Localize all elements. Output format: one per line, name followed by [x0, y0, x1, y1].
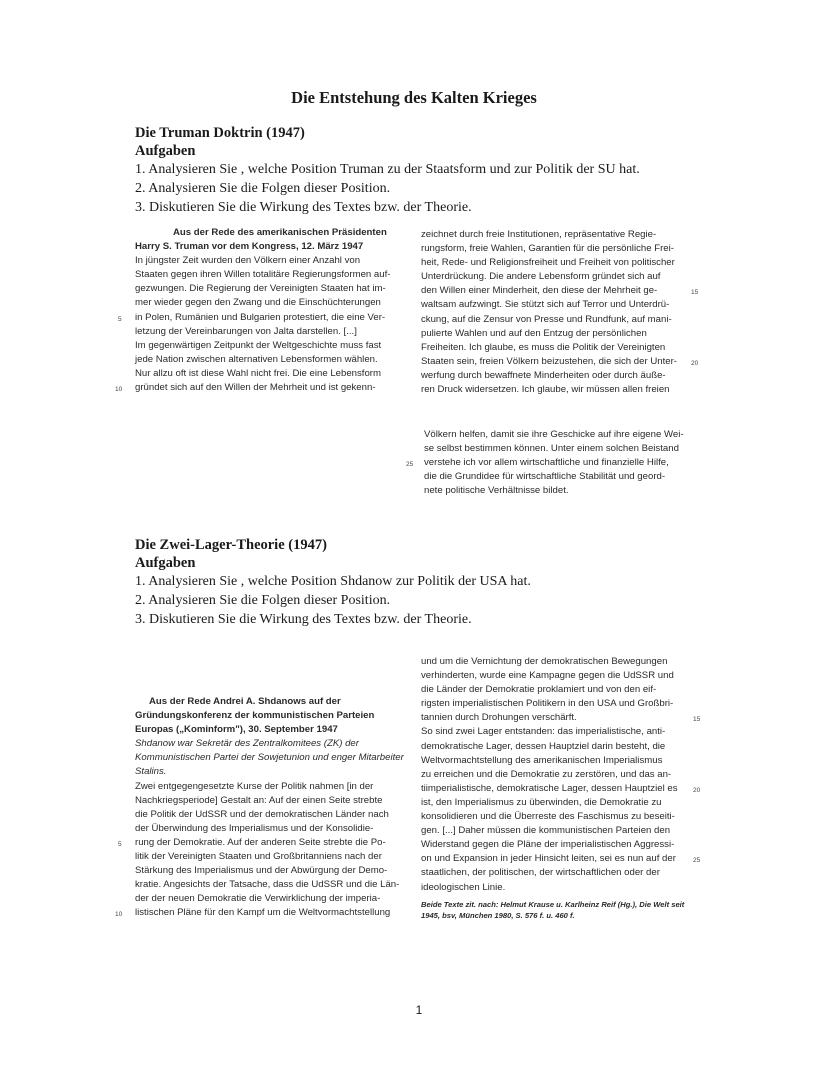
source-note: Shdanow war Sekretär des Zentralkomitees (ZK) der Kommunistischen Partei der Sowjetunion und enger Mitarbeiter Stalins. [135, 738, 404, 778]
shdanow-text-right [421, 655, 701, 921]
text-line: ckung, auf die Zensur von Presse und Rundfunk, auf mani- [421, 313, 672, 325]
text-line [115, 381, 407, 395]
text-line: Staaten gegen ihren Willen totalitäre Regierungsformen auf- [135, 269, 391, 281]
text-line: konsolidieren und die Überreste des Faschismus zu beseiti- [421, 811, 675, 823]
task-item: 2. Analysieren Sie die Folgen dieser Position. [135, 593, 391, 608]
text-line: Widerstand gegen die Pläne der imperialistischen Aggressi- [421, 839, 675, 851]
text-line: staatlichen, der politischen, der wirtschaftlichen oder der [421, 867, 660, 879]
text-line: die die Grundidee für wirtschaftliche Stabilität und geord- [424, 471, 666, 483]
text-line: Nur allzu oft ist diese Wahl nicht frei. Die eine Lebensform [135, 367, 381, 379]
tasks-heading: Aufgaben [135, 555, 196, 571]
text-line: verhinderten, wurde eine Kampagne gegen die UdSSR und [421, 670, 674, 682]
text-line: ren Druck widersetzen. Ich glaube, wir müssen allen freien [421, 384, 670, 396]
text-line: ist, den Imperialismus zu überwinden, die Demokratie zu [421, 796, 662, 808]
text-line-content: den Willen einer Minderheit, den diese der Mehrheit ge- [421, 285, 658, 297]
text-line: demokratische Lager, dessen Hauptziel darin besteht, die [421, 740, 666, 752]
section-title: Die Zwei-Lager-Theorie (1947) [135, 537, 327, 553]
text-line: die Länder der Demokratie proklamiert und von den eif- [421, 684, 657, 696]
text-line-content: tiimperialistische, demokratische Lager, dessen Hauptziel es [421, 782, 678, 794]
text-line: Unterdrückung. Die andere Lebensform gründet sich auf [421, 271, 661, 283]
line-number: 5 [118, 840, 122, 848]
line-number: 15 [691, 289, 699, 297]
task-item: 3. Diskutieren Sie die Wirkung des Textes bzw. der Theorie. [135, 200, 472, 215]
text-line: pulierte Wahlen und auf den Entzug der persönlichen [421, 327, 647, 339]
text-line: Zwei entgegengesetzte Kurse der Politik nahmen [in der [135, 780, 374, 792]
text-line: Freiheiten. Ich glaube, es muss die Politik der Vereinigten [421, 341, 666, 353]
line-number: 10 [115, 386, 123, 394]
section-truman-header [135, 124, 735, 217]
text-line: Weltvormachtstellung des amerikanischen Imperialismus [421, 754, 663, 766]
text-line [115, 906, 407, 920]
text-line-content: on und Expansion in jeder Hinsicht leiten, sei es nun auf der [421, 853, 676, 865]
text-line: heit, Rede- und Religionsfreiheit und Freiheit von politischer [421, 257, 675, 269]
text-line: die Politik der UdSSR und der demokratischen Länder nach [135, 808, 389, 820]
text-line: zu erreichen und die Demokratie zu zerstören, und das an- [421, 768, 672, 780]
source-heading: Aus der Rede des amerikanischen Präsidenten Harry S. Truman vor dem Kongress, 12. März 1947 [135, 227, 387, 253]
page-title: Die Entstehung des Kalten Krieges [291, 88, 537, 107]
text-line: rungsform, freie Wahlen, Garantien für die persönliche Frei- [421, 243, 674, 255]
source-heading: Aus der Rede Andrei A. Shdanows auf der Gründungskonferenz der kommunistischen Parteien Europas („Kominform"), 30. September 1947 [135, 696, 375, 736]
text-line-content: in Polen, Rumänien und Bulgarien protestiert, die eine Ver- [135, 311, 386, 323]
text-line [421, 782, 701, 796]
text-line-content: listischen Pläne für den Kampf um die Weltvormachtstellung [135, 907, 391, 919]
task-item: 1. Analysieren Sie , welche Position Truman zu der Staatsform und zur Politik der SU hat. [135, 162, 640, 177]
text-line: Im gegenwärtigen Zeitpunkt der Weltgeschichte muss fast [135, 339, 382, 351]
text-line: Stärkung des Imperialismus und der Abwürgung der Demo- [135, 865, 388, 877]
tasks-heading: Aufgaben [135, 143, 196, 159]
task-item: 2. Analysieren Sie die Folgen dieser Position. [135, 181, 391, 196]
truman-text-continuation [406, 428, 686, 498]
task-item: 1. Analysieren Sie , welche Position Shdanow zur Politik der USA hat. [135, 574, 531, 589]
line-number: 15 [693, 716, 701, 724]
text-line [421, 711, 701, 725]
page-number: 1 [415, 1003, 423, 1017]
text-line: litik der Vereinigten Staaten und Großbritanniens nach der [135, 851, 382, 863]
text-line: jede Nation zwischen alternativen Lebensformen wählen. [135, 353, 378, 365]
text-line: und um die Vernichtung der demokratischen Bewegungen [421, 656, 668, 667]
text-line-content: rung der Demokratie. Auf der anderen Seite strebte die Po- [135, 836, 386, 848]
text-line [118, 836, 407, 850]
text-line-content: tannien durch Drohungen verschärft. [421, 712, 577, 724]
text-line-content: verstehe ich vor allem wirtschaftliche und finanzielle Hilfe, [424, 457, 669, 469]
text-line: waltsam aufzwingt. Sie stützt sich auf Terror und Unterdrü- [421, 299, 670, 311]
truman-text-left [115, 226, 407, 395]
line-number: 25 [693, 857, 701, 865]
text-line [421, 284, 699, 298]
shdanow-text-left [115, 695, 407, 921]
text-line: zeichnet durch freie Institutionen, repräsentative Regie- [421, 229, 657, 240]
text-line [421, 852, 701, 866]
section-zwei-lager-header [135, 536, 735, 629]
text-line: der Überwindung des Imperialismus und der Konsolidie- [135, 822, 374, 834]
text-line: gezwungen. Die Regierung der Vereinigten Staaten hat im- [135, 283, 386, 295]
line-number: 25 [406, 461, 414, 469]
text-line: rigsten imperialistischen Politikern in den USA und Großbri- [421, 698, 674, 710]
text-line: ideologischen Linie. [421, 881, 506, 893]
text-line: nete politische Verhältnisse bildet. [424, 485, 569, 497]
text-line [118, 311, 407, 325]
citation: Beide Texte zit. nach: Helmut Krause u. Karlheinz Reif (Hg.), Die Welt seit 1945, bsv, München 1980, S. 576 f. u. 460 f. [421, 899, 685, 920]
text-line: gen. [...] Daher müssen die kommunistischen Parteien den [421, 825, 671, 837]
truman-text-right [421, 228, 699, 397]
text-line-content: gründet sich auf den Willen der Mehrheit und ist gekenn- [135, 382, 376, 394]
text-line: letzung der Vereinbarungen von Jalta darstellen. [...] [135, 325, 357, 337]
text-line: kratie. Angesichts der Tatsache, dass die UdSSR und die Län- [135, 879, 400, 891]
text-line [421, 355, 699, 369]
text-line: Völkern helfen, damit sie ihre Geschicke auf ihre eigene Wei- [424, 429, 684, 440]
task-item: 3. Diskutieren Sie die Wirkung des Textes bzw. der Theorie. [135, 612, 472, 627]
text-line: So sind zwei Lager entstanden: das imperialistische, anti- [421, 726, 666, 738]
line-number: 5 [118, 315, 122, 323]
section-title: Die Truman Doktrin (1947) [135, 125, 305, 141]
text-line: Nachkriegsperiode] Gestalt an: Auf der einen Seite strebte [135, 794, 383, 806]
line-number: 20 [693, 786, 701, 794]
text-line: se selbst bestimmen können. Unter einem solchen Beistand [424, 443, 679, 455]
text-line: der der neuen Demokratie die Verwirklichung der imperia- [135, 893, 381, 905]
text-line-content: Staaten sein, freien Völkern beizustehen, die sich der Unter- [421, 355, 677, 367]
text-line: werfung durch bewaffnete Minderheiten oder durch äuße- [421, 369, 666, 381]
text-line: In jüngster Zeit wurden den Völkern einer Anzahl von [135, 255, 361, 267]
line-number: 10 [115, 911, 123, 919]
text-line: mer wieder gegen den Zwang und die Einschüchterungen [135, 297, 381, 309]
line-number: 20 [691, 359, 699, 367]
text-line [406, 456, 686, 470]
